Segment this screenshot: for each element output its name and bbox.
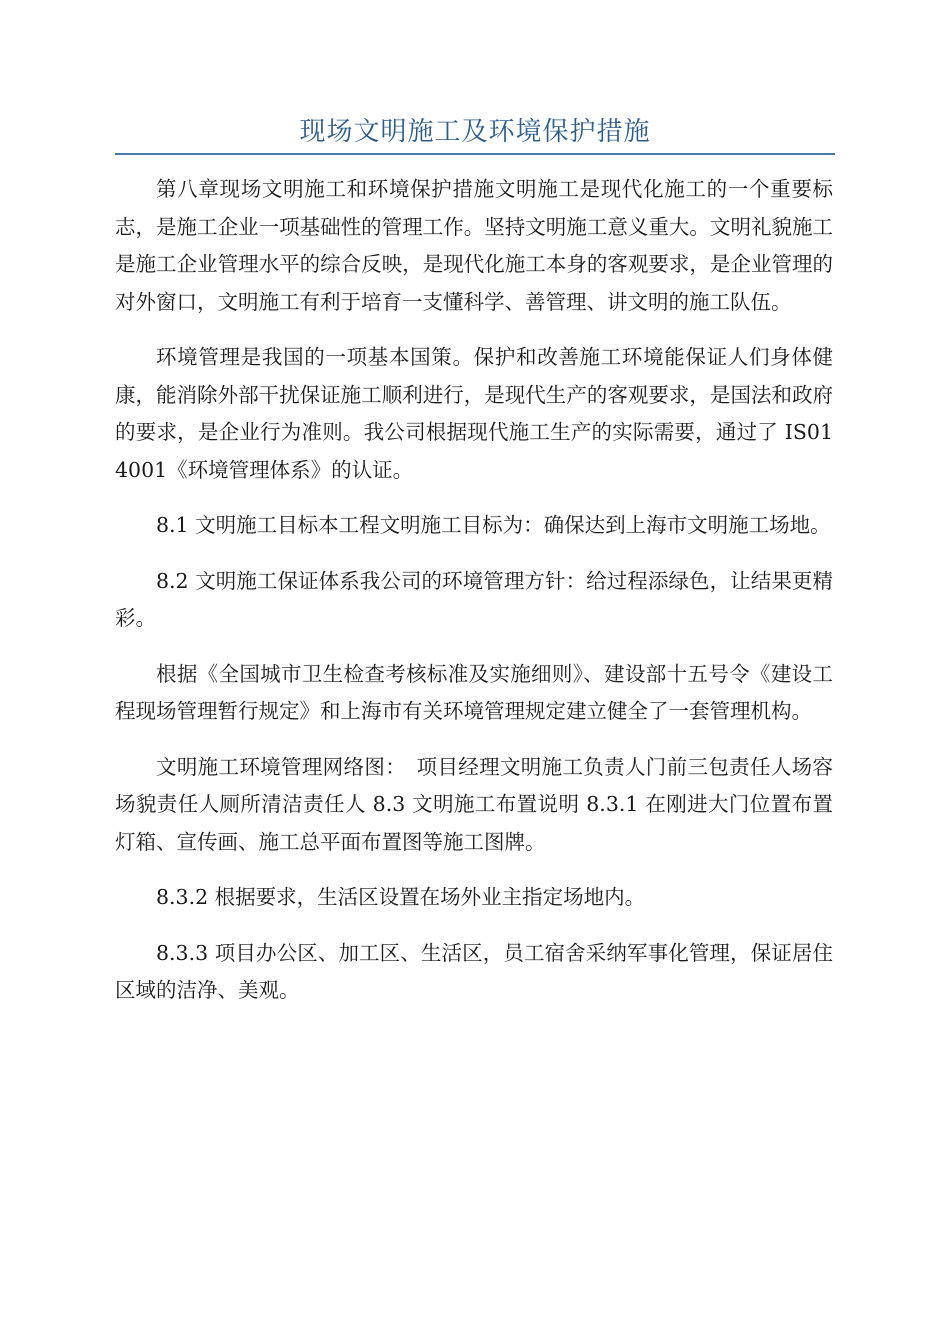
- paragraph-8-3-3: 8.3.3 项目办公区、加工区、生活区，员工宿舍采纳军事化管理，保证居住区域的洁净、美观。: [115, 940, 833, 1002]
- paragraph-network-8-3-1: 文明施工环境管理网络图： 项目经理文明施工负责人门前三包责任人场容场貌责任人厕所清洁责任人 8.3 文明施工布置说明 8.3.1 在刚进大门位置布置灯箱、宣传画、施工总平面布置图等施工图牌。: [115, 754, 833, 854]
- paragraph-regulations: 根据《全国城市卫生检查考核标准及实施细则》、建设部十五号令《建设工程现场管理暂行规定》和上海市有关环境管理规定建立健全了一套管理机构。: [115, 661, 833, 723]
- paragraph-8-2: 8.2 文明施工保证体系我公司的环境管理方针：给过程添绿色，让结果更精彩。: [115, 568, 833, 630]
- paragraph-intro: 第八章现场文明施工和环境保护措施文明施工是现代化施工的一个重要标志，是施工企业一项基础性的管理工作。坚持文明施工意义重大。文明礼貌施工是施工企业管理水平的综合反映，是现代化施工本身的客观要求，是企业管理的对外窗口，文明施工有利于培育一支懂科学、善管理、讲文明的施工队伍。: [115, 177, 833, 314]
- paragraph-8-1: 8.1 文明施工目标本工程文明施工目标为：确保达到上海市文明施工场地。: [156, 513, 831, 537]
- title-underline: [115, 153, 835, 155]
- page-title: 现场文明施工及环境保护措施: [299, 117, 651, 147]
- paragraph-environment: 环境管理是我国的一项基本国策。保护和改善施工环境能保证人们身体健康，能消除外部干扰保证施工顺利进行，是现代生产的客观要求，是国法和政府的要求，是企业行为准则。我公司根据现代施工生产的实际需要，通过了 IS014001《环境管理体系》的认证。: [115, 345, 833, 482]
- paragraph-8-3-2: 8.3.2 根据要求，生活区设置在场外业主指定场地内。: [156, 885, 646, 909]
- document-body: [115, 171, 833, 1028]
